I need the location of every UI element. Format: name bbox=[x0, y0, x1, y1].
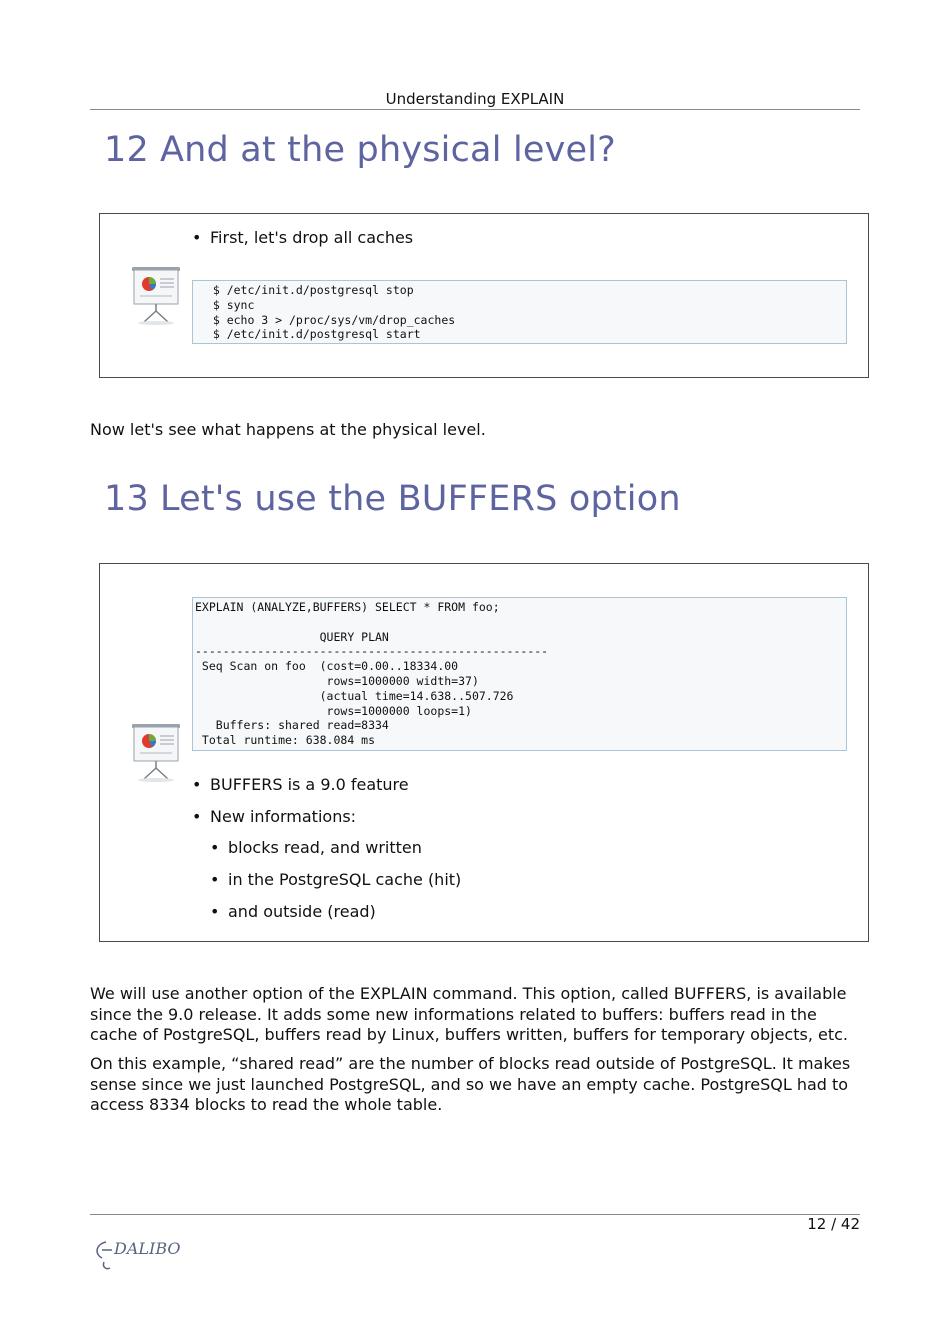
section-13-number: 13 bbox=[104, 479, 149, 519]
paragraph-shared-read: On this example, “shared read” are the number of blocks read outside of PostgreSQL. It makes sense since we just launched PostgreSQL, and so we have an empty cache. PostgreSQL had to access 8334 blocks to read the whole table. bbox=[90, 1054, 851, 1114]
paragraph-buffers-option: We will use another option of the EXPLAIN command. This option, called BUFFERS, is available since the 9.0 release. It adds some new informations related to buffers: buffers read in the cache of PostgreSQL, buffers read by Linux, buffers written, buffers for temporary objects, etc. bbox=[90, 984, 848, 1044]
sub-bullet-item: • in the PostgreSQL cache (hit) bbox=[210, 870, 462, 889]
presentation-board-icon bbox=[130, 266, 182, 326]
section-12-number: 12 bbox=[104, 130, 149, 170]
bullet-item: • First, let's drop all caches bbox=[192, 228, 414, 247]
section-13-heading bbox=[104, 479, 681, 519]
dalibo-logo bbox=[92, 1234, 181, 1270]
footer-divider bbox=[90, 1214, 860, 1215]
paragraph-physical: Now let's see what happens at the physical level. bbox=[90, 420, 486, 439]
section-12-title: And at the physical level? bbox=[160, 130, 616, 170]
header-divider bbox=[90, 109, 860, 110]
svg-text:DALIBO: DALIBO bbox=[114, 1239, 181, 1258]
slide-box-13 bbox=[99, 563, 869, 942]
bullet-item: • New informations: bbox=[192, 807, 357, 826]
running-header: Understanding EXPLAIN bbox=[385, 90, 565, 108]
section-12-heading bbox=[104, 130, 616, 170]
sub-bullet-item: • and outside (read) bbox=[210, 902, 376, 921]
code-block-cache-drop: $ /etc/init.d/postgresql stop $ sync $ echo 3 > /proc/sys/vm/drop_caches $ /etc/init.d/postgresql start bbox=[192, 280, 847, 344]
bullet-item: • BUFFERS is a 9.0 feature bbox=[192, 775, 409, 794]
sub-bullet-item: • blocks read, and written bbox=[210, 838, 422, 857]
code-block-explain: EXPLAIN (ANALYZE,BUFFERS) SELECT * FROM foo; QUERY PLAN --------------------------------------------------- Seq Scan on foo (cost=0.00..18334.00 rows=1000000 width=37) (actual time=14.638..507.726 rows=1000000 loops=1) Buffers: shared read=8334 Total runtime: 638.084 ms bbox=[192, 597, 847, 751]
presentation-board-icon bbox=[130, 723, 182, 783]
section-13-title: Let's use the BUFFERS option bbox=[160, 479, 681, 519]
page-number: 12 / 42 bbox=[807, 1215, 860, 1233]
slide-box-12 bbox=[99, 213, 869, 378]
